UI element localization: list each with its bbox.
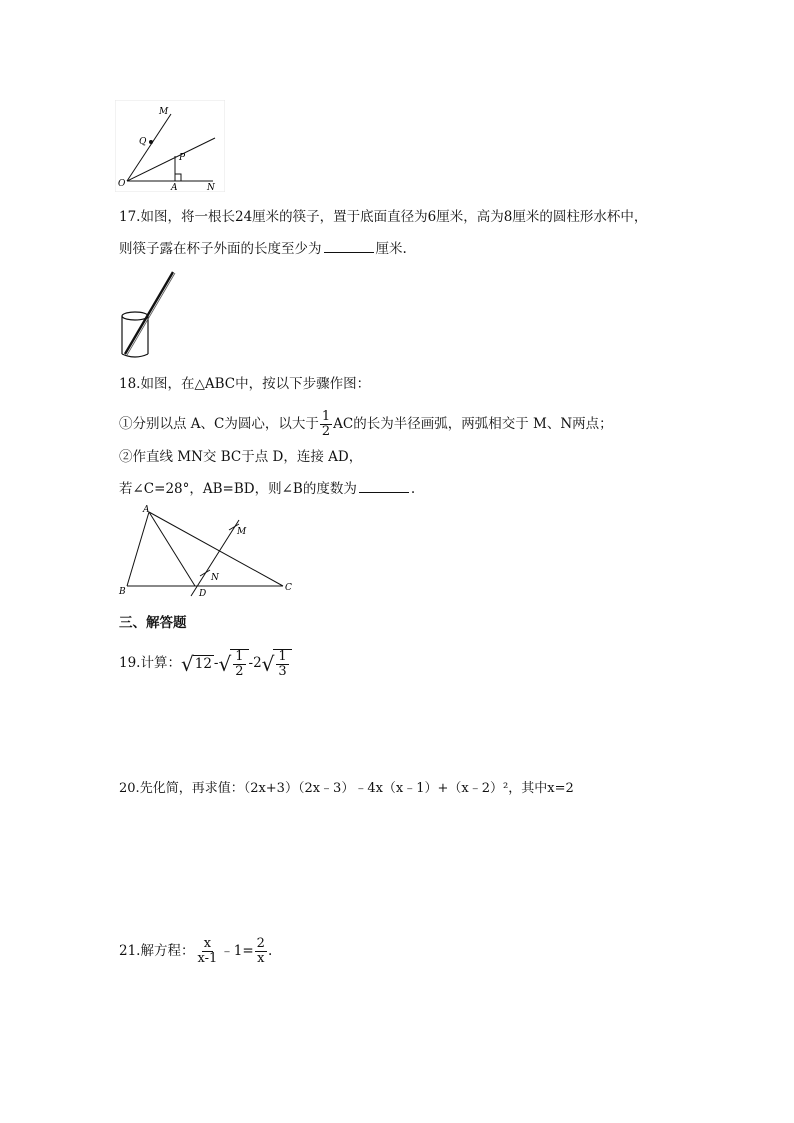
q17-answer-blank — [324, 240, 374, 253]
q19-term1: 12 — [194, 656, 212, 672]
tri-label-b: B — [119, 587, 126, 597]
q21-line — [119, 934, 272, 968]
label-n: N — [207, 183, 215, 192]
q19-sqrt-12 — [180, 651, 214, 676]
q19-frac1-num: 1 — [235, 648, 244, 664]
q21-prefix: 解方程： — [140, 943, 195, 959]
tri-label-d: D — [199, 589, 207, 599]
q21-frac2-num: 2 — [256, 936, 265, 951]
q17-text-line2-after: 厘米. — [375, 241, 407, 257]
q20-number: 20. — [119, 781, 140, 796]
arc-mark-n — [200, 570, 210, 576]
q19-frac2-num: 1 — [278, 648, 287, 664]
q17-line1 — [119, 208, 647, 226]
radical-symbol: √ — [261, 651, 275, 676]
label-o: O — [118, 179, 126, 189]
radical-symbol: √ — [180, 651, 194, 676]
q17-text-line2-before: 则筷子露在杯子外面的长度至少为 — [119, 241, 322, 257]
label-p: P — [179, 153, 186, 163]
q18-condition-after: . — [410, 481, 416, 497]
q18-condition — [119, 480, 415, 498]
q18-frac-den: 2 — [321, 424, 331, 439]
q19-sqrt-third — [262, 649, 292, 679]
cylinder-figure — [114, 268, 176, 360]
q21-number: 21. — [119, 943, 141, 959]
q19-line — [119, 648, 292, 679]
label-a: A — [171, 183, 178, 192]
q19-frac2 — [276, 650, 288, 679]
q19-frac1 — [233, 650, 245, 679]
q18-fraction — [320, 410, 332, 439]
q21-mid: ﹣1= — [220, 943, 254, 959]
q19-frac2-den: 3 — [278, 663, 287, 679]
q19-prefix: 计算： — [140, 655, 181, 671]
q18-number: 18. — [119, 376, 141, 392]
q21-frac1-den: x-1 — [197, 951, 218, 966]
q19-minus1: - — [213, 655, 219, 671]
angle-figure — [115, 100, 225, 192]
q19-frac1-den: 2 — [235, 663, 244, 679]
q18-step1 — [119, 410, 613, 439]
tri-label-a: A — [143, 505, 150, 515]
chopstick — [125, 272, 173, 354]
q21-frac2 — [255, 937, 267, 966]
q20-text: 先化简，再求值：（2x+3）（2x﹣3）﹣4x（x﹣1）+（x﹣2）²，其中x=2 — [139, 781, 574, 796]
q19-coef: 2 — [253, 655, 262, 671]
q17-line2 — [119, 240, 407, 258]
side-ab — [127, 512, 149, 586]
q18-frac-num: 1 — [321, 409, 331, 424]
q18-step1-before: ①分别以点 A、C为圆心，以大于 — [119, 416, 319, 432]
q21-frac1-num: x — [203, 936, 212, 951]
q17-number: 17. — [119, 209, 141, 225]
q17-text-line1: 如图，将一根长24厘米的筷子，置于底面直径为6厘米，高为8厘米的圆柱形水杯中， — [140, 209, 648, 225]
tri-label-n: N — [211, 573, 219, 583]
q18-answer-blank — [359, 480, 409, 493]
tri-label-c: C — [285, 583, 292, 593]
q18-intro-text: 如图，在△ABC中，按以下步骤作图： — [140, 376, 371, 392]
q18-step2-text: ②作直线 MN交 BC于点 D，连接 AD， — [119, 449, 363, 465]
q20-line — [119, 780, 574, 798]
q18-step1-after: AC的长为半径画弧，两弧相交于 M、N两点； — [333, 416, 613, 432]
q18-condition-before: 若∠C=28°，AB=BD，则∠B的度数为 — [119, 481, 357, 497]
section-heading — [119, 614, 187, 632]
segment-ad — [149, 512, 195, 586]
point-q — [149, 140, 153, 144]
figure-frame — [115, 100, 225, 192]
q21-frac2-den: x — [257, 951, 265, 966]
cylinder-top — [122, 312, 148, 320]
radical-symbol: √ — [218, 651, 232, 676]
chopstick-edge — [127, 273, 175, 355]
label-q: Q — [139, 137, 147, 147]
q19-sqrt-half — [218, 649, 248, 679]
q21-end: . — [267, 943, 273, 959]
tri-label-m: M — [237, 527, 247, 537]
q21-frac1 — [195, 937, 219, 966]
section-title: 三、解答题 — [119, 615, 187, 631]
q18-step2 — [119, 448, 362, 466]
label-m: M — [159, 107, 169, 117]
q19-minus2: - — [248, 655, 254, 671]
triangle-figure — [115, 500, 297, 600]
q19-number: 19. — [119, 655, 141, 671]
q18-intro — [119, 375, 370, 393]
